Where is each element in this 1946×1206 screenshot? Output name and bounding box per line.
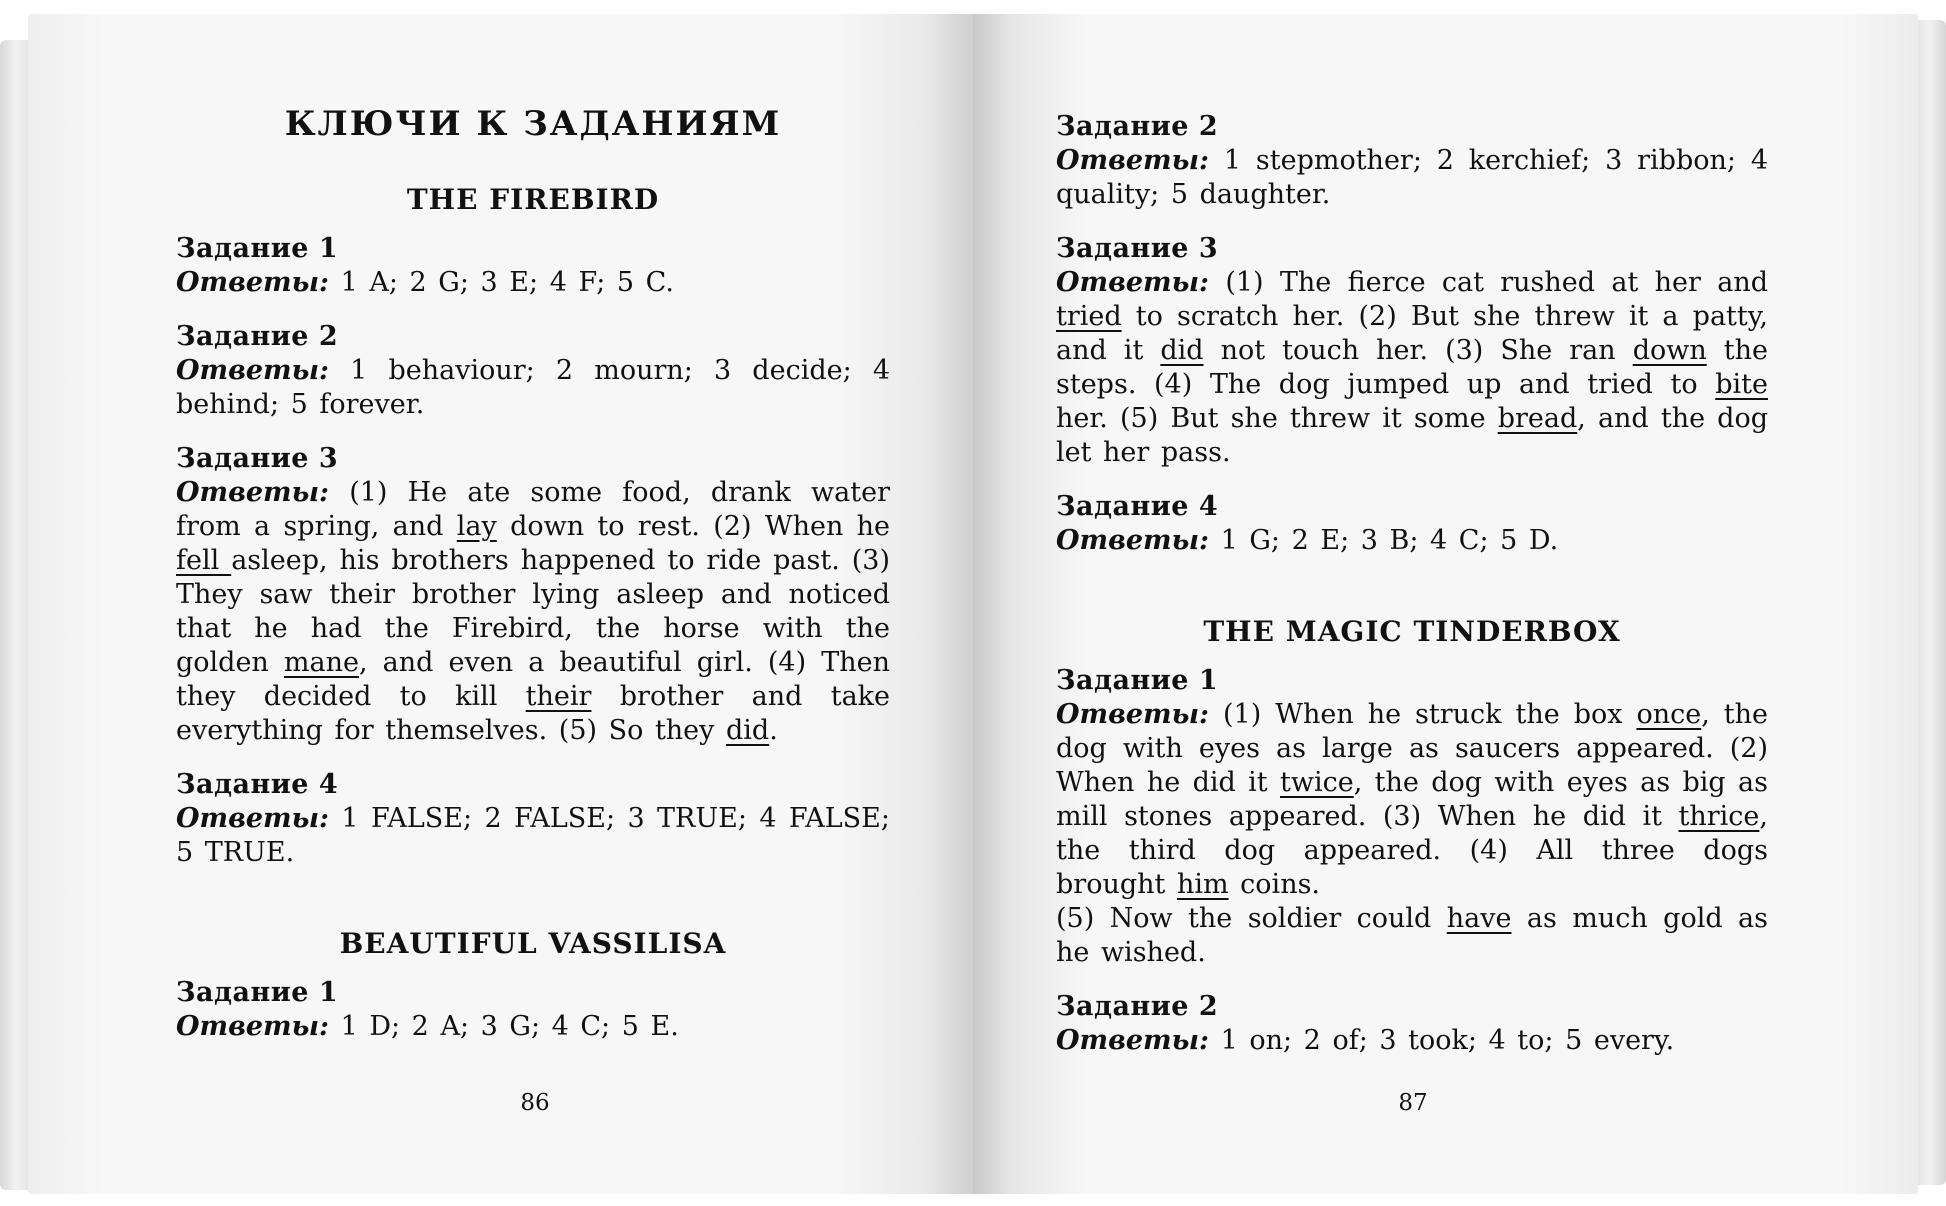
answers-label: Ответы:: [176, 1011, 330, 1042]
underlined-word: fell: [176, 545, 232, 576]
answer-fragment: as much gold as he wished.: [1056, 903, 1769, 968]
answers-label: Ответы:: [176, 803, 330, 834]
answer-text: [176, 802, 890, 870]
answer-values: 1 FALSE; 2 FALSE; 3 TRUE; 4 FALSE; 5 TRUE.: [176, 803, 890, 868]
answers-label: Ответы:: [1056, 145, 1210, 176]
task-heading: Задание 3: [176, 443, 339, 474]
answer-fragment: , and the dog let her pass.: [1056, 403, 1768, 468]
answer-values: 1 stepmother; 2 kerchief; 3 ribbon; 4 quality; 5 daughter.: [1056, 145, 1768, 210]
answer-values: 1 D; 2 A; 3 G; 4 C; 5 E.: [329, 1011, 679, 1042]
section-title-vassilisa: BEAUTIFUL VASSILISA: [339, 927, 727, 960]
task-block: [176, 442, 890, 748]
answer-fragment: (1) When he struck the box: [1209, 699, 1637, 730]
underlined-word: bread: [1497, 403, 1578, 434]
answer-fragment: , and even a beautiful girl. (4) Then they decided to kill: [176, 647, 890, 712]
answer-fragment: her. (5) But she threw it some: [1056, 403, 1498, 434]
task-heading: Задание 2: [1056, 111, 1219, 142]
task-heading: Задание 3: [1056, 233, 1219, 264]
answer-fragment: down to rest. (2) When he: [496, 511, 890, 542]
answer-text: [1056, 1024, 1768, 1058]
answer-text: [1056, 698, 1768, 902]
underlined-word: once: [1636, 699, 1702, 730]
answer-fragment: to scratch her. (2) But she threw it a patty, and it: [1056, 301, 1768, 366]
task-heading: Задание 4: [176, 769, 339, 800]
answers-label: Ответы:: [176, 355, 330, 386]
underlined-word: did: [1160, 335, 1204, 366]
answer-values: 1 G; 2 E; 3 B; 4 C; 5 D.: [1209, 525, 1559, 556]
underlined-word: him: [1176, 869, 1229, 900]
answer-fragment: (1) The fierce cat rushed at her and: [1209, 267, 1768, 298]
answer-text: [1056, 902, 1768, 970]
page-number-left: 86: [520, 1090, 550, 1116]
answer-fragment: , the third dog appeared. (4) All three dogs brought: [1056, 801, 1768, 900]
answer-values: 1 A; 2 G; 3 E; 4 F; 5 C.: [329, 267, 674, 298]
answer-fragment: (5) Now the soldier could: [1056, 903, 1447, 934]
answers-label: Ответы:: [176, 267, 330, 298]
underlined-word: have: [1446, 903, 1512, 934]
answers-label: Ответы:: [1056, 525, 1210, 556]
answers-label: Ответы:: [176, 477, 330, 508]
task-block: [176, 768, 890, 870]
answers-label: Ответы:: [1056, 699, 1210, 730]
left-page-content: [176, 104, 890, 1064]
answers-label: Ответы:: [1056, 267, 1210, 298]
underlined-word: mane: [283, 647, 359, 678]
task-block: [1056, 990, 1768, 1058]
page-title: КЛЮЧИ К ЗАДАНИЯМ: [284, 104, 782, 144]
task-heading: Задание 4: [1056, 491, 1219, 522]
underlined-word: thrice: [1678, 801, 1760, 832]
answer-fragment: coins.: [1228, 869, 1321, 900]
right-page-content: [1056, 110, 1768, 1078]
underlined-word: bite: [1715, 369, 1768, 400]
answer-text: [1056, 266, 1768, 470]
answer-values: 1 behaviour; 2 mourn; 3 decide; 4 behind; 5 forever.: [176, 355, 890, 420]
answer-fragment: asleep, his brothers happened to ride past. (3) They saw their brother lying asleep and noticed that he had the Firebird, the horse with the golden: [176, 545, 890, 678]
task-block: [1056, 490, 1768, 558]
underlined-word: their: [525, 681, 592, 712]
answer-text: [1056, 144, 1768, 212]
task-heading: Задание 1: [176, 977, 339, 1008]
underlined-word: did: [726, 715, 770, 746]
answer-fragment: , the dog with eyes as big as mill stones appeared. (3) When he did it: [1056, 767, 1768, 832]
answer-fragment: .: [769, 715, 778, 746]
answer-values: 1 on; 2 of; 3 took; 4 to; 5 every.: [1209, 1025, 1675, 1056]
task-block: [1056, 232, 1768, 470]
section-title-tinderbox: THE MAGIC TINDERBOX: [1203, 615, 1621, 648]
answer-fragment: not touch her. (3) She ran: [1203, 335, 1633, 366]
task-block: [176, 232, 890, 300]
underlined-word: twice: [1280, 767, 1354, 798]
answer-fragment: , the dog with eyes as large as saucers appeared. (2) When he did it: [1056, 699, 1768, 798]
task-block: [1056, 664, 1768, 970]
task-block: [176, 320, 890, 422]
answer-text: [176, 266, 890, 300]
page-number-right: 87: [1398, 1090, 1428, 1116]
task-block: [176, 976, 890, 1044]
task-heading: Задание 2: [1056, 991, 1219, 1022]
task-heading: Задание 1: [1056, 665, 1219, 696]
task-block: [1056, 110, 1768, 212]
underlined-word: down: [1632, 335, 1707, 366]
answer-text: [176, 1010, 890, 1044]
answers-label: Ответы:: [1056, 1025, 1210, 1056]
section-title-firebird: THE FIREBIRD: [406, 183, 660, 216]
answer-fragment: brother and take everything for themselves. (5) So they: [176, 681, 891, 746]
answer-text: [176, 354, 890, 422]
answer-text: [1056, 524, 1768, 558]
answer-text: [176, 476, 890, 748]
underlined-word: tried: [1056, 301, 1122, 332]
task-heading: Задание 2: [176, 321, 339, 352]
task-heading: Задание 1: [176, 233, 339, 264]
answer-fragment: the steps. (4) The dog jumped up and tried to: [1056, 335, 1768, 400]
underlined-word: lay: [456, 511, 497, 542]
answer-fragment: (1) He ate some food, drank water from a spring, and: [176, 477, 890, 542]
